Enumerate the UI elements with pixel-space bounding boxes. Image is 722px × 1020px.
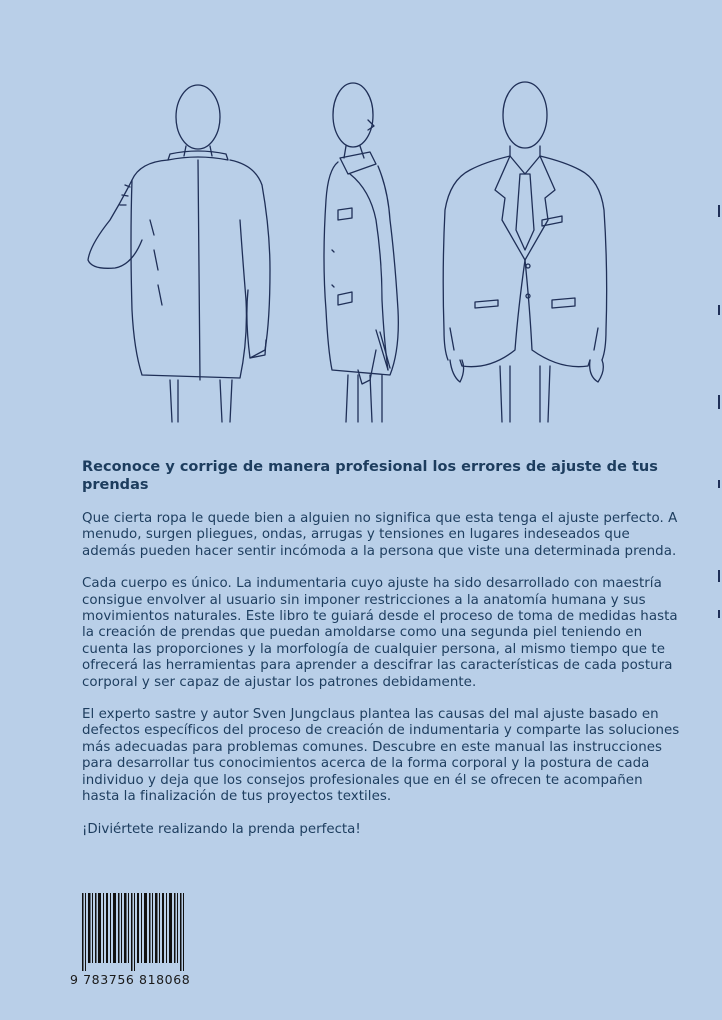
jacket-back-view bbox=[88, 85, 270, 422]
back-cover-text bbox=[82, 458, 682, 838]
blurb-paragraph-1: Que cierta ropa le quede bien a alguien no significa que esta tenga el ajuste perfecto. A menudo, surgen pliegues, ondas, arrugas y tensiones en lugares indeseados que además pueden hacer sentir incómoda a la persona que viste una determinada prenda. bbox=[82, 511, 678, 559]
jacket-side-view bbox=[324, 83, 398, 422]
blurb-paragraph-3: El experto sastre y autor Sven Jungclaus plantea las causas del mal ajuste basado en defectos específicos del proceso de creación de indumentaria y comparte las soluciones más adecuadas para problemas comunes. Descubre en este manual las instrucciones para desarrollar tus conocimientos acerca de la forma corporal y la postura de cada individuo y deja que los consejos profesionales que en él se ofrecen te acompañen hasta la finalización de tus proyectos textiles. bbox=[82, 707, 680, 805]
barcode-bars bbox=[70, 893, 198, 971]
suit-illustration bbox=[70, 70, 630, 440]
blurb-closing: ¡Diviértete realizando la prenda perfecta! bbox=[82, 821, 361, 837]
spine-edge-marks bbox=[712, 180, 722, 640]
blurb-paragraph-2: Cada cuerpo es único. La indumentaria cuyo ajuste ha sido desarrollado con maestría consigue envolver al usuario sin imponer restricciones a la anatomía humana y sus movimientos naturales. Este libro te guiará desde el proceso de toma de medidas hasta la creación de prendas que puedan amoldarse como una segunda piel teniendo en cuenta las proporciones y la morfología de cualquier persona, al mismo tiempo que te ofrecerá las herramientas para aprender a descifrar las características de cada postura corporal y ser capaz de ajustar los patrones debidamente. bbox=[82, 576, 678, 690]
isbn-number: 9 783756 818068 bbox=[70, 972, 191, 987]
jacket-front-view bbox=[443, 82, 606, 422]
blurb-heading: Reconoce y corrige de manera profesional los errores de ajuste de tus prendas bbox=[82, 459, 658, 493]
